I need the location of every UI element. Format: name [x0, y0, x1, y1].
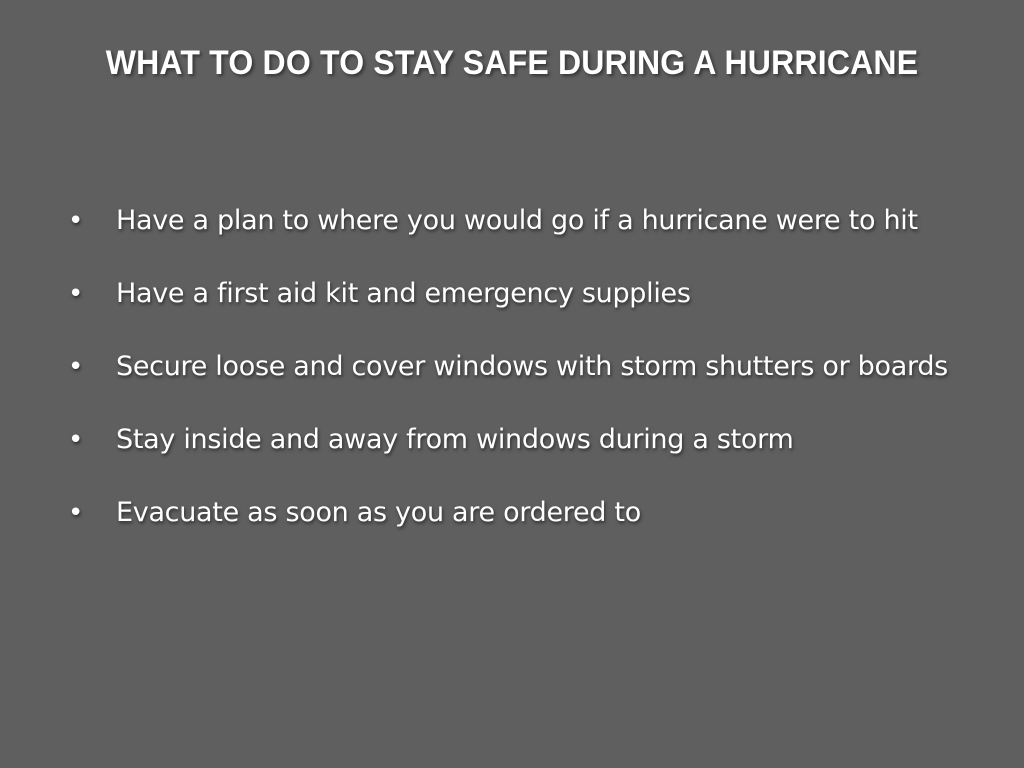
list-item: [68, 344, 1008, 417]
bullet-icon: •: [68, 425, 84, 455]
slide-title: WHAT TO DO TO STAY SAFE DURING A HURRICANE: [105, 42, 919, 82]
bullet-text: Have a first aid kit and emergency supplies: [116, 278, 691, 309]
bullet-icon: •: [68, 498, 84, 528]
list-item: [68, 271, 1008, 344]
bullet-text: Have a plan to where you would go if a hurricane were to hit: [116, 205, 918, 236]
list-item: [68, 490, 1008, 563]
bullet-icon: •: [68, 279, 84, 309]
bullet-text: Secure loose and cover windows with storm shutters or boards: [116, 351, 948, 382]
bullet-icon: •: [68, 352, 84, 382]
bullet-text: Stay inside and away from windows during a storm: [116, 424, 794, 455]
bullet-text: Evacuate as soon as you are ordered to: [116, 497, 641, 528]
list-item: [68, 417, 1008, 490]
bullet-icon: •: [68, 206, 84, 236]
bullet-list: [68, 198, 1008, 563]
list-item: [68, 198, 1008, 271]
